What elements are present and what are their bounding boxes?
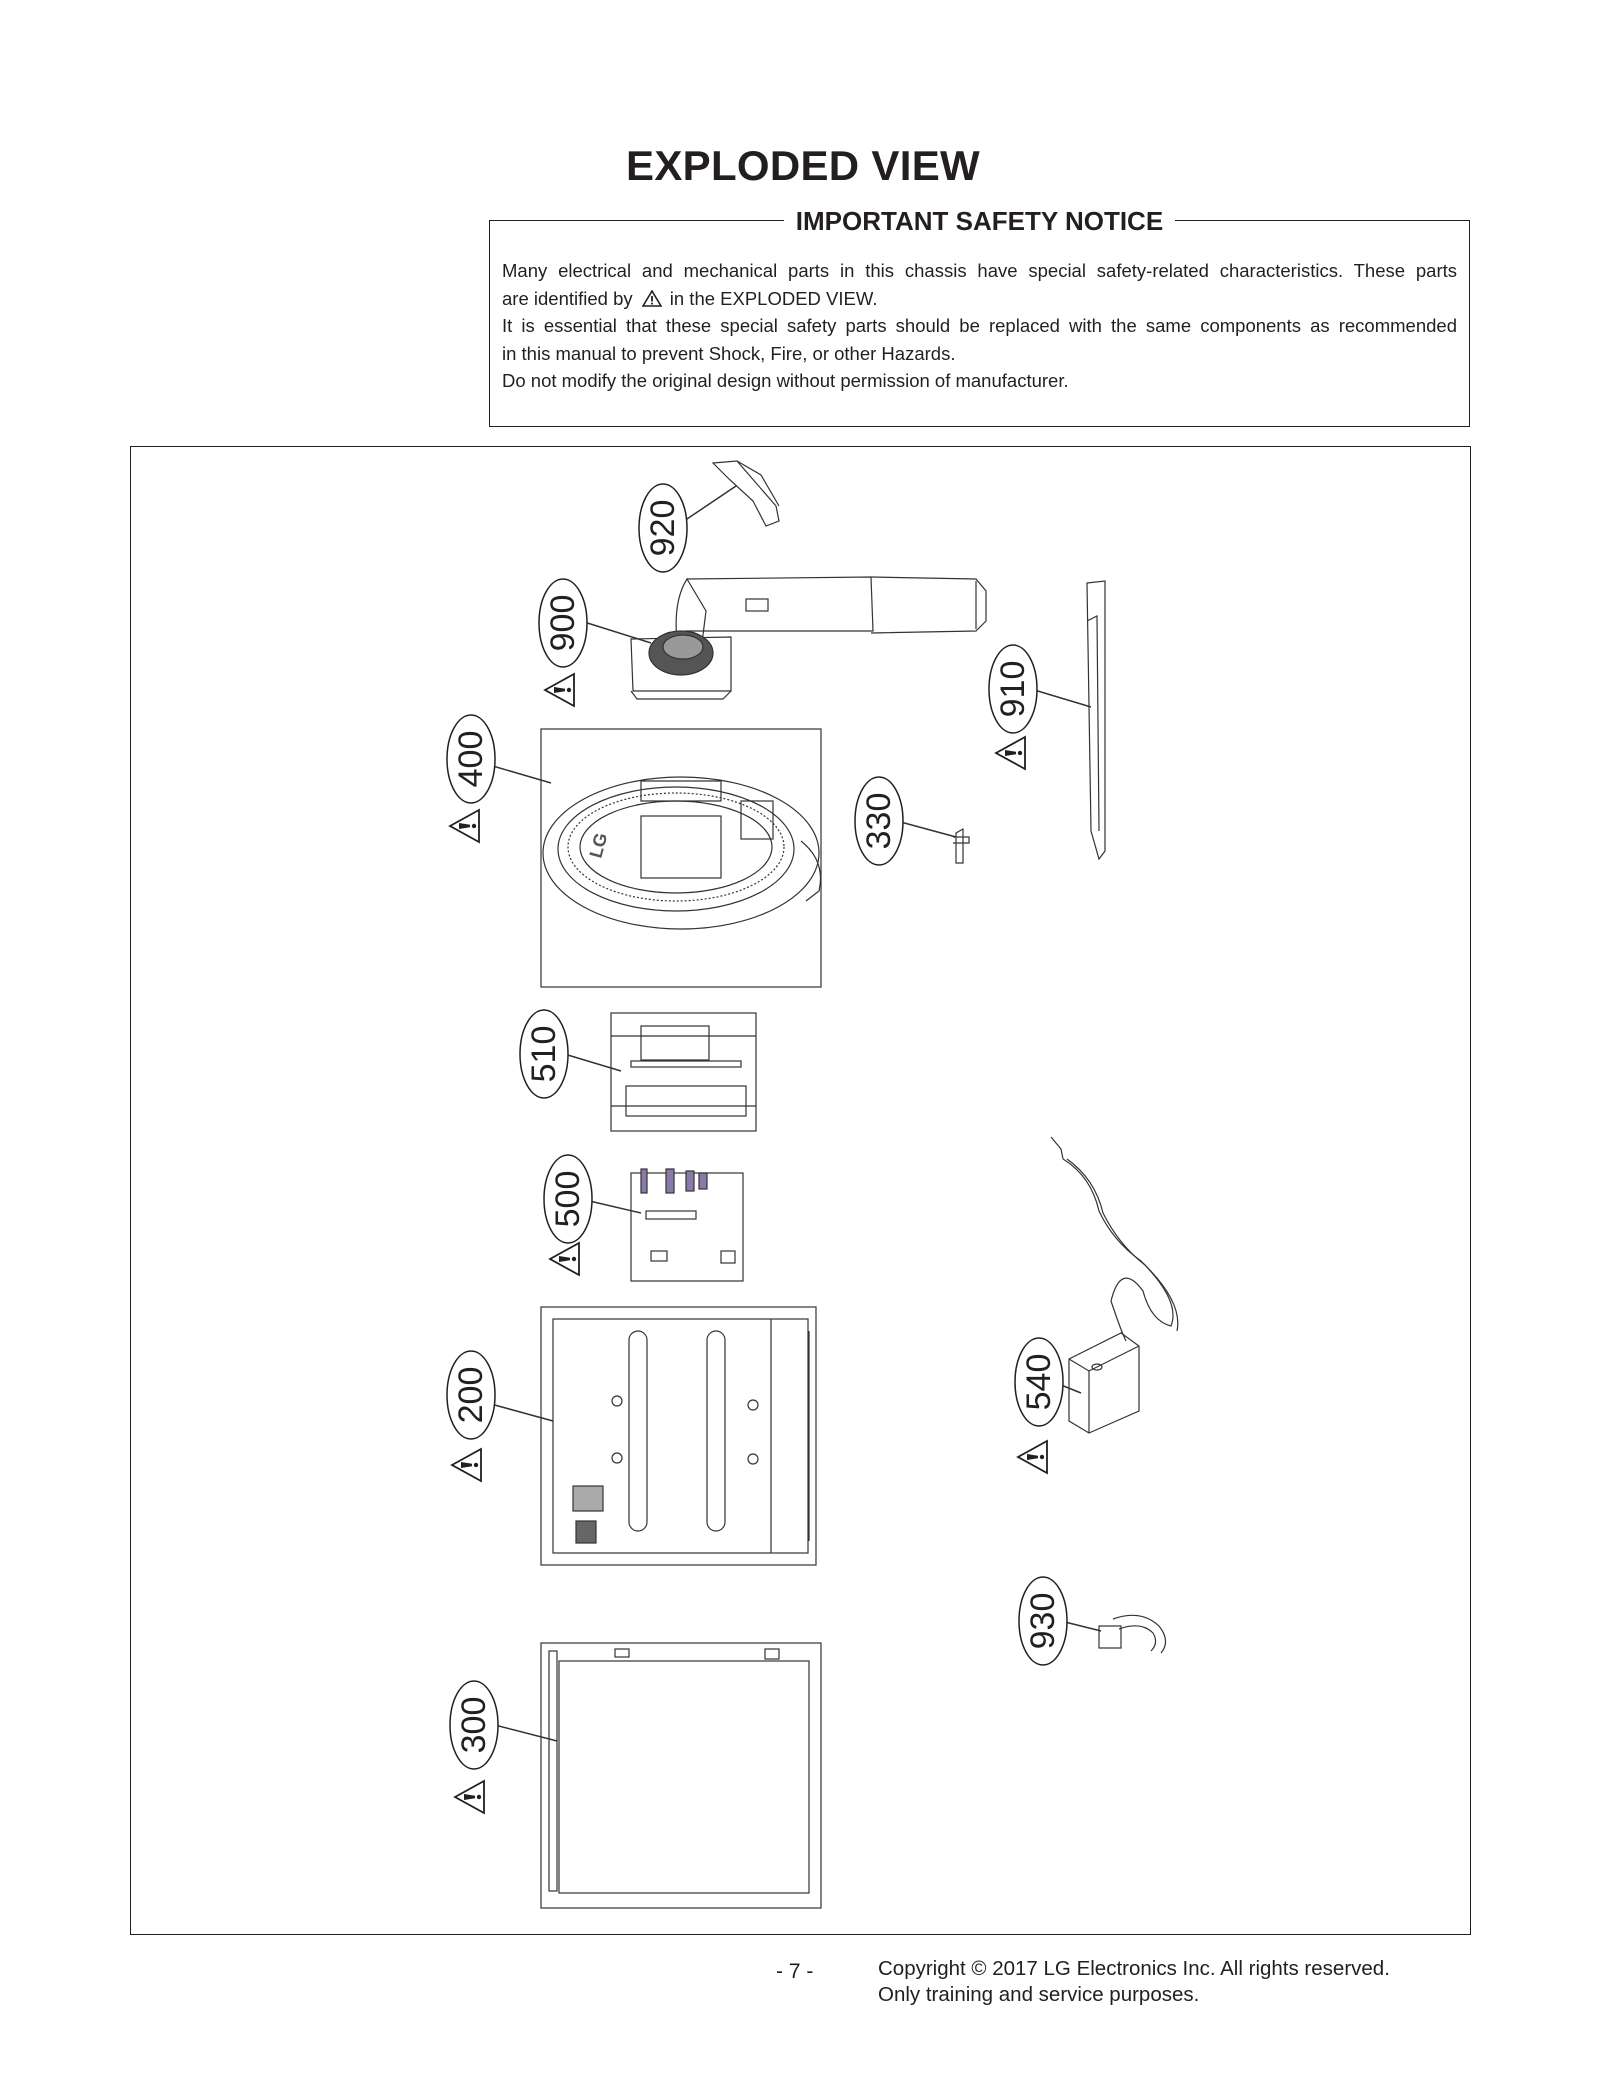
copyright-line-1: Copyright © 2017 LG Electronics Inc. All rights reserved. — [878, 1957, 1390, 1980]
part-label-300: 300 — [455, 1696, 493, 1754]
part-920-drawing — [684, 461, 779, 526]
part-500-drawing — [581, 1169, 743, 1281]
part-900-drawing — [581, 577, 986, 699]
part-label-500: 500 — [549, 1170, 587, 1228]
notice-line-2: are identified by in the EXPLODED VIEW. — [502, 287, 878, 309]
part-label-540: 540 — [1020, 1353, 1058, 1411]
safety-notice-title: IMPORTANT SAFETY NOTICE — [490, 206, 1469, 237]
part-510-drawing — [561, 1013, 756, 1131]
part-label-900: 900 — [544, 594, 582, 652]
copyright-line-2: Only training and service purposes. — [878, 1983, 1200, 2006]
part-930-drawing — [1061, 1615, 1166, 1653]
part-label-200: 200 — [452, 1366, 490, 1424]
copyright-notice — [878, 1956, 1390, 2008]
warning-triangle-icon — [545, 674, 574, 706]
part-label-510: 510 — [525, 1025, 563, 1083]
part-label-920: 920 — [644, 499, 682, 557]
part-label-400: 400 — [452, 730, 490, 788]
part-label-930: 930 — [1024, 1592, 1062, 1650]
exploded-view-diagram — [131, 447, 1470, 1934]
notice-line-3: It is essential that these special safety parts should be replaced with the same components as recommended — [502, 315, 1457, 336]
warning-triangle-icon — [455, 1781, 484, 1813]
warning-triangle-icon — [642, 290, 662, 307]
warning-triangle-icon — [450, 810, 479, 842]
warning-triangle-icon — [452, 1449, 481, 1481]
page-title: EXPLODED VIEW — [626, 142, 980, 189]
warning-triangle-icon — [1018, 1441, 1047, 1473]
drawing-logo: LG — [585, 830, 612, 861]
part-330-drawing — [897, 821, 969, 863]
part-label-330: 330 — [860, 792, 898, 850]
notice-line-1: Many electrical and mechanical parts in this chassis have special safety-related characteristics. These parts — [502, 260, 1457, 281]
page-number: - 7 - — [776, 1960, 814, 1983]
warning-triangle-icon — [550, 1243, 579, 1275]
notice-line-4: in this manual to prevent Shock, Fire, or other Hazards. — [502, 342, 956, 364]
part-400-drawing — [486, 729, 821, 987]
safety-notice-box — [489, 206, 1470, 427]
part-label-910: 910 — [994, 660, 1032, 718]
part-300-drawing — [491, 1643, 821, 1908]
part-910-drawing — [1031, 581, 1105, 859]
warning-triangle-icon — [996, 737, 1025, 769]
safety-notice-body — [502, 257, 1457, 395]
part-540-drawing — [1051, 1137, 1178, 1433]
exploded-view-frame — [130, 446, 1471, 1935]
part-200-drawing — [491, 1307, 816, 1565]
notice-line-5: Do not modify the original design without permission of manufacturer. — [502, 370, 1069, 391]
